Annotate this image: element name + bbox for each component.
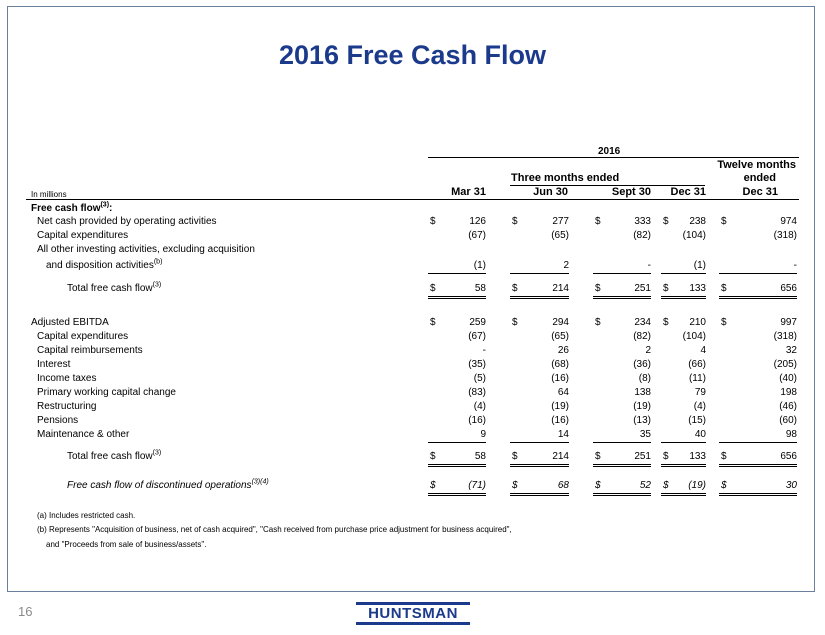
discontinued-ops: [67, 480, 269, 492]
section2-row-8-cell-4: 98: [785, 429, 797, 440]
section1-total-rule-3: [661, 296, 706, 299]
section2-row-4-cell-4: (40): [779, 373, 797, 384]
section2-row-1-cell-4: (318): [773, 331, 797, 342]
section1-total-rule-0: [428, 296, 486, 299]
section2-row-5: [37, 387, 176, 399]
section2-row-2-text: Capital reimbursements: [37, 345, 143, 356]
section2-total-rule-0: [428, 464, 486, 467]
footnote-b-cont: and "Proceeds from sale of business/assets".: [46, 540, 207, 549]
section1-total-dollar-0: $: [430, 283, 436, 294]
section2-row-1-cell-3: (104): [682, 331, 706, 342]
section2-row-4-cell-0: (5): [473, 373, 486, 384]
section2-total-dollar-1: $: [512, 451, 518, 462]
section2-row-4-cell-2: (8): [638, 373, 651, 384]
header-twelve-months-1: Twelve months: [717, 159, 796, 171]
footnote-a: (a) Includes restricted cash.: [37, 511, 136, 520]
col-header-mar31: Mar 31: [451, 186, 486, 198]
section2-row-7-text: Pensions: [37, 415, 79, 426]
section1-total-dollar-4: $: [721, 283, 727, 294]
section1-row-1-cell-3: (104): [682, 230, 706, 241]
section2-row-2-cell-0: -: [482, 345, 486, 356]
section1-row-1-cell-4: (318): [773, 230, 797, 241]
section1-row-1-cell-0: (67): [468, 230, 486, 241]
discontinued-ops-dollar-3: $: [663, 480, 669, 491]
section2-row-8: [37, 429, 129, 441]
section2-total-sup: (3): [152, 449, 162, 457]
section1-row-1-cell-1: (65): [551, 230, 569, 241]
section1-row-1-cell-2: (82): [633, 230, 651, 241]
section1-row-0-dollar-1: $: [512, 216, 518, 227]
section2-subtotal-rule-0: [428, 442, 486, 443]
footnote-b: (b) Represents "Acquisition of business, net of cash acquired", "Cash received from purchase price adjustment for business acquired",: [37, 525, 512, 534]
section1-row-0-cell-2: 333: [634, 216, 651, 227]
discontinued-ops-cell-2: 52: [639, 480, 651, 491]
section2-row-7-cell-3: (15): [688, 415, 706, 426]
section1-row-0-cell-4: 974: [780, 216, 797, 227]
section1-total-text: Total free cash flow: [67, 283, 153, 294]
section2-row-4: [37, 373, 96, 385]
section2-row-3-cell-0: (35): [468, 359, 486, 370]
section2-row-1-cell-2: (82): [633, 331, 651, 342]
discontinued-ops-cell-1: 68: [557, 480, 569, 491]
section2-row-4-text: Income taxes: [37, 373, 97, 384]
section1-total-cell-4: 656: [780, 283, 797, 294]
section2-row-5-cell-1: 64: [557, 387, 569, 398]
section2-row-6-cell-3: (4): [693, 401, 706, 412]
section2-row-8-cell-0: 9: [480, 429, 486, 440]
section2-row-0-dollar-4: $: [721, 317, 727, 328]
section1-total-rule-1: [510, 296, 569, 299]
header-year: 2016: [598, 146, 621, 157]
section1-total: [67, 283, 161, 295]
section2-row-1: [37, 331, 128, 343]
section2-row-5-cell-2: 138: [634, 387, 651, 398]
section2-total-dollar-4: $: [721, 451, 727, 462]
section1-total-sup: (3): [152, 281, 162, 289]
header-three-months: Three months ended: [511, 172, 620, 184]
section2-row-0-dollar-1: $: [512, 317, 518, 328]
discontinued-ops-cell-4: 30: [785, 480, 797, 491]
section2-row-3-text: Interest: [37, 359, 71, 370]
section2-row-2-cell-3: 4: [700, 345, 706, 356]
free-cash-flow-heading-colon: :: [109, 203, 113, 214]
section2-row-6-cell-0: (4): [473, 401, 486, 412]
section2-row-0-cell-4: 997: [780, 317, 797, 328]
section2-row-0: [31, 317, 109, 329]
discontinued-rule-1: [510, 493, 569, 496]
page-number: 16: [18, 604, 33, 619]
section1-row-3-cell-1: 2: [563, 260, 569, 271]
section2-total-dollar-0: $: [430, 451, 436, 462]
section2-row-0-dollar-3: $: [663, 317, 669, 328]
section2-subtotal-rule-2: [593, 442, 651, 443]
section2-row-2: [37, 345, 143, 357]
section2-total-cell-0: 58: [474, 451, 486, 462]
section2-total-text: Total free cash flow: [67, 451, 153, 462]
section1-subtotal-rule-4: [719, 273, 797, 274]
section2-total-rule-3: [661, 464, 706, 467]
section2-row-0-cell-3: 210: [689, 317, 706, 328]
section1-row-3-sup: (b): [153, 258, 163, 266]
discontinued-ops-cell-0: (71): [468, 480, 486, 491]
section1-row-0-cell-3: 238: [689, 216, 706, 227]
section2-row-7-cell-4: (60): [779, 415, 797, 426]
discontinued-ops-dollar-0: $: [430, 480, 436, 491]
section1-total-cell-2: 251: [634, 283, 651, 294]
section2-row-4-cell-1: (16): [551, 373, 569, 384]
free-cash-flow-heading-sup: (3): [100, 201, 110, 209]
section2-row-7: [37, 415, 78, 427]
section1-subtotal-rule-1: [510, 273, 569, 274]
section2-row-8-cell-2: 35: [639, 429, 651, 440]
section1-subtotal-rule-2: [593, 273, 651, 274]
section2-total-rule-1: [510, 464, 569, 467]
section1-row-2: [37, 244, 255, 256]
section2-total-dollar-2: $: [595, 451, 601, 462]
section2-row-0-cell-1: 294: [552, 317, 569, 328]
section2-row-7-cell-2: (13): [633, 415, 651, 426]
section1-row-0-dollar-3: $: [663, 216, 669, 227]
section1-total-dollar-2: $: [595, 283, 601, 294]
section2-row-7-cell-1: (16): [551, 415, 569, 426]
section1-row-0-text: Net cash provided by operating activities: [37, 216, 217, 227]
header-twelve-months-2: ended: [743, 172, 776, 184]
section2-row-1-cell-0: (67): [468, 331, 486, 342]
section1-subtotal-rule-0: [428, 273, 486, 274]
section2-row-0-cell-0: 259: [469, 317, 486, 328]
header-year-rule: [428, 157, 799, 158]
section1-row-3-cell-3: (1): [693, 260, 706, 271]
section1-total-cell-1: 214: [552, 283, 569, 294]
section1-total-dollar-3: $: [663, 283, 669, 294]
section2-row-6-cell-2: (19): [633, 401, 651, 412]
section2-total-cell-3: 133: [689, 451, 706, 462]
section2-row-8-cell-3: 40: [694, 429, 706, 440]
section2-total: [67, 451, 161, 463]
discontinued-rule-2: [593, 493, 651, 496]
section2-total-rule-4: [719, 464, 797, 467]
discontinued-ops-text: Free cash flow of discontinued operations: [67, 480, 252, 491]
section1-row-3-text: and disposition activities: [46, 260, 154, 271]
col-header-sept30: Sept 30: [611, 186, 651, 198]
huntsman-logo: [356, 602, 470, 625]
col-header-dec31-full-year: Dec 31: [742, 186, 778, 198]
section2-row-3: [37, 359, 70, 371]
section1-row-0-dollar-4: $: [721, 216, 727, 227]
section2-row-6-cell-1: (19): [551, 401, 569, 412]
section2-row-4-cell-3: (11): [688, 373, 706, 384]
col-header-jun30: Jun 30: [533, 186, 568, 198]
col-header-dec31: Dec 31: [670, 186, 706, 198]
section1-row-0-cell-0: 126: [469, 216, 486, 227]
section2-row-2-cell-4: 32: [785, 345, 797, 356]
section2-row-3-cell-4: (205): [773, 359, 797, 370]
section2-total-rule-2: [593, 464, 651, 467]
section2-row-6-cell-4: (46): [779, 401, 797, 412]
section1-row-3: [46, 260, 162, 272]
section1-row-1: [37, 230, 128, 242]
section2-row-6-text: Restructuring: [37, 401, 97, 412]
discontinued-ops-dollar-4: $: [721, 480, 727, 491]
section2-row-5-cell-4: 198: [780, 387, 797, 398]
section2-row-3-cell-3: (66): [688, 359, 706, 370]
section1-row-0-cell-1: 277: [552, 216, 569, 227]
free-cash-flow-heading: [31, 203, 112, 215]
discontinued-rule-3: [661, 493, 706, 496]
discontinued-ops-dollar-2: $: [595, 480, 601, 491]
logo-bar-bottom: [356, 622, 470, 625]
section2-row-6: [37, 401, 96, 413]
slide-frame: [7, 6, 815, 592]
section1-subtotal-rule-3: [661, 273, 706, 274]
header-bottom-rule: [26, 199, 799, 200]
section2-total-cell-4: 656: [780, 451, 797, 462]
section1-row-0-dollar-0: $: [430, 216, 436, 227]
section2-total-cell-1: 214: [552, 451, 569, 462]
free-cash-flow-heading-text: Free cash flow: [31, 203, 101, 214]
section2-row-8-cell-1: 14: [557, 429, 569, 440]
section1-row-0: [37, 216, 217, 228]
section2-row-5-cell-3: 79: [694, 387, 706, 398]
section1-total-dollar-1: $: [512, 283, 518, 294]
section2-total-dollar-3: $: [663, 451, 669, 462]
section2-row-0-text: Adjusted EBITDA: [31, 317, 109, 328]
section1-total-rule-4: [719, 296, 797, 299]
section1-row-2-text: All other investing activities, excluding acquisition: [37, 244, 255, 255]
section1-total-rule-2: [593, 296, 651, 299]
discontinued-ops-cell-3: (19): [688, 480, 706, 491]
section1-total-cell-3: 133: [689, 283, 706, 294]
section2-row-0-cell-2: 234: [634, 317, 651, 328]
section2-subtotal-rule-4: [719, 442, 797, 443]
section2-row-1-cell-1: (65): [551, 331, 569, 342]
section2-row-1-text: Capital expenditures: [37, 331, 129, 342]
discontinued-ops-sup: (3)(4): [251, 478, 269, 486]
section2-row-0-dollar-0: $: [430, 317, 436, 328]
section1-row-0-dollar-2: $: [595, 216, 601, 227]
section2-row-2-cell-1: 26: [557, 345, 569, 356]
section1-total-cell-0: 58: [474, 283, 486, 294]
section2-row-7-cell-0: (16): [468, 415, 486, 426]
section2-row-5-cell-0: (83): [468, 387, 486, 398]
discontinued-rule-0: [428, 493, 486, 496]
section2-row-2-cell-2: 2: [645, 345, 651, 356]
section2-row-3-cell-2: (36): [633, 359, 651, 370]
section2-total-cell-2: 251: [634, 451, 651, 462]
discontinued-rule-4: [719, 493, 797, 496]
section2-row-5-text: Primary working capital change: [37, 387, 176, 398]
section2-row-0-dollar-2: $: [595, 317, 601, 328]
section2-row-8-text: Maintenance & other: [37, 429, 130, 440]
section2-subtotal-rule-3: [661, 442, 706, 443]
logo-wordmark: HUNTSMAN: [368, 605, 458, 622]
section1-row-3-cell-0: (1): [473, 260, 486, 271]
header-units: In millions: [31, 190, 67, 199]
section1-row-3-cell-4: -: [793, 260, 797, 271]
page-title: 2016 Free Cash Flow: [278, 40, 547, 70]
section2-row-3-cell-1: (68): [551, 359, 569, 370]
discontinued-ops-dollar-1: $: [512, 480, 518, 491]
section1-row-3-cell-2: -: [647, 260, 651, 271]
section1-row-1-text: Capital expenditures: [37, 230, 129, 241]
section2-subtotal-rule-1: [510, 442, 569, 443]
